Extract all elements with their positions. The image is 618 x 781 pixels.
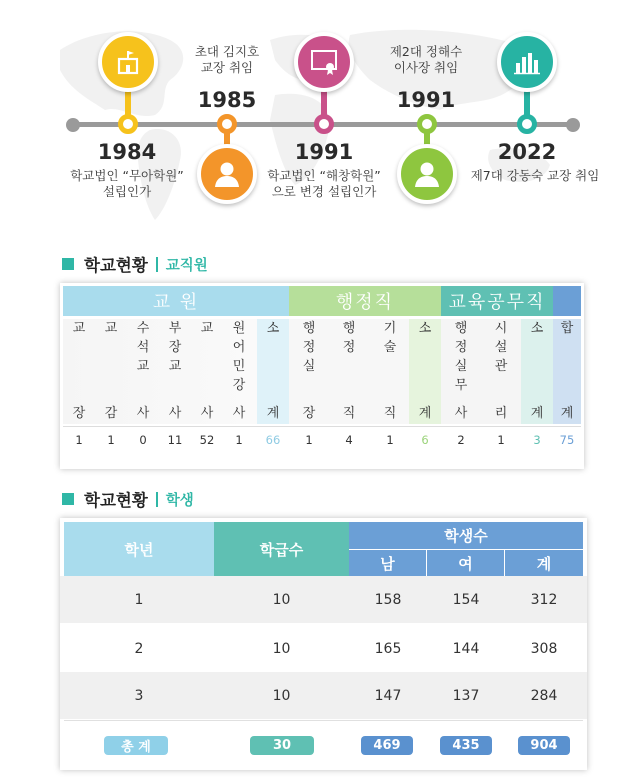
staff-column-native-instructor: 원 어 민 강 사 (232, 321, 246, 421)
female-cell: 144 (452, 640, 480, 657)
staff-count: 0 (139, 433, 147, 447)
staff-count: 1 (107, 433, 115, 447)
staff-table (60, 283, 584, 469)
staff-count: 52 (199, 433, 215, 447)
person-icon (197, 144, 257, 204)
heading-divider (156, 257, 158, 272)
timeline-description: 제7대 강동숙 교장 취임 (470, 168, 600, 183)
student-table (60, 518, 587, 770)
timeline-year: 2022 (497, 140, 557, 164)
total-female-badge: 435 (440, 736, 492, 755)
group-header-teachers: 교 원 (63, 286, 289, 316)
staff-count: 1 (235, 433, 243, 447)
female-cell: 154 (452, 591, 480, 608)
heading-square-icon (62, 258, 74, 270)
table-row (60, 625, 587, 672)
classes-cell: 10 (272, 640, 291, 657)
female-cell: 137 (452, 687, 480, 704)
staff-subtotal: 6 (421, 433, 429, 447)
total-cell: 284 (530, 687, 558, 704)
staff-column-admin-head: 행 정 실 장 (302, 321, 316, 421)
male-cell: 147 (374, 687, 402, 704)
section-title: 학교현황 (84, 256, 148, 275)
staff-count: 11 (167, 433, 183, 447)
person-icon (397, 144, 457, 204)
certificate-icon (294, 32, 354, 92)
header-students: 학생수 (349, 522, 583, 549)
staff-total: 75 (559, 433, 575, 447)
group-header-admin: 행정직 (289, 286, 441, 316)
history-timeline (0, 0, 618, 232)
timeline-description: 학교법인 “해창학원” 으로 변경 설립인가 (267, 168, 381, 199)
staff-subtotal: 3 (533, 433, 541, 447)
timeline-year: 1984 (97, 140, 157, 164)
staff-column-admin-staff: 행 정 직 (342, 321, 356, 421)
header-male: 남 (349, 549, 427, 576)
staff-count: 1 (386, 433, 394, 447)
staff-subtotal: 66 (265, 433, 281, 447)
section-title: 학교현황 (84, 491, 148, 510)
staff-column-subtotal-support: 소 계 (530, 321, 544, 421)
staff-column-subtotal-teachers: 소 계 (266, 321, 280, 421)
section-subtitle: 교직원 (165, 257, 208, 274)
header-grade: 학년 (64, 522, 214, 576)
staff-column-total: 합 계 (560, 321, 574, 421)
heading-square-icon (62, 493, 74, 505)
total-male-badge: 469 (361, 736, 413, 755)
total-cell: 312 (530, 591, 558, 608)
grand-total-badge: 904 (518, 736, 570, 755)
header-total: 계 (505, 549, 583, 576)
timeline-year: 1985 (197, 88, 257, 112)
classes-cell: 10 (272, 687, 291, 704)
staff-count: 4 (345, 433, 353, 447)
staff-count: 1 (305, 433, 313, 447)
staff-count: 1 (75, 433, 83, 447)
timeline-start-dot (66, 118, 80, 132)
table-row (60, 672, 587, 719)
staff-column-facility: 시 설 관 리 (494, 321, 508, 421)
timeline-end-dot (566, 118, 580, 132)
staff-section-heading (62, 252, 208, 276)
staff-column-head-teacher: 수 석 교 사 (136, 321, 150, 421)
staff-column-dept-head: 부 장 교 사 (168, 321, 182, 421)
grade-cell: 1 (134, 591, 144, 608)
grade-cell: 3 (134, 687, 144, 704)
section-subtitle: 학생 (165, 492, 194, 509)
timeline-year: 1991 (294, 140, 354, 164)
table-row (60, 576, 587, 623)
classes-cell: 10 (272, 591, 291, 608)
total-label-badge: 총 계 (104, 736, 168, 755)
staff-column-technical: 기 술 직 (383, 321, 397, 421)
student-section-heading (62, 487, 194, 511)
grade-cell: 2 (134, 640, 144, 657)
staff-column-vice-principal: 교 감 (104, 321, 118, 421)
header-female: 여 (427, 549, 505, 576)
staff-column-admin-assistant: 행 정 실 무 사 (454, 321, 468, 421)
timeline-description: 제2대 정해수 이사장 취임 (389, 44, 463, 75)
staff-column-teacher: 교 사 (200, 321, 214, 421)
staff-column-principal: 교 장 (72, 321, 86, 421)
total-cell: 308 (530, 640, 558, 657)
staff-count: 2 (457, 433, 465, 447)
male-cell: 158 (374, 591, 402, 608)
group-header-support: 교육공무직 (441, 286, 553, 316)
timeline-year: 1991 (396, 88, 456, 112)
total-classes-badge: 30 (250, 736, 314, 755)
staff-count: 1 (497, 433, 505, 447)
male-cell: 165 (374, 640, 402, 657)
timeline-description: 초대 김지호 교장 취임 (194, 44, 260, 75)
school-building-icon (98, 32, 158, 92)
timeline-description: 학교법인 “무아학원” 설립인가 (70, 168, 184, 199)
heading-divider (156, 492, 158, 507)
bar-chart-icon (497, 32, 557, 92)
group-header-total (553, 286, 581, 316)
header-classes: 학급수 (214, 522, 349, 576)
staff-column-subtotal-admin: 소 계 (418, 321, 432, 421)
